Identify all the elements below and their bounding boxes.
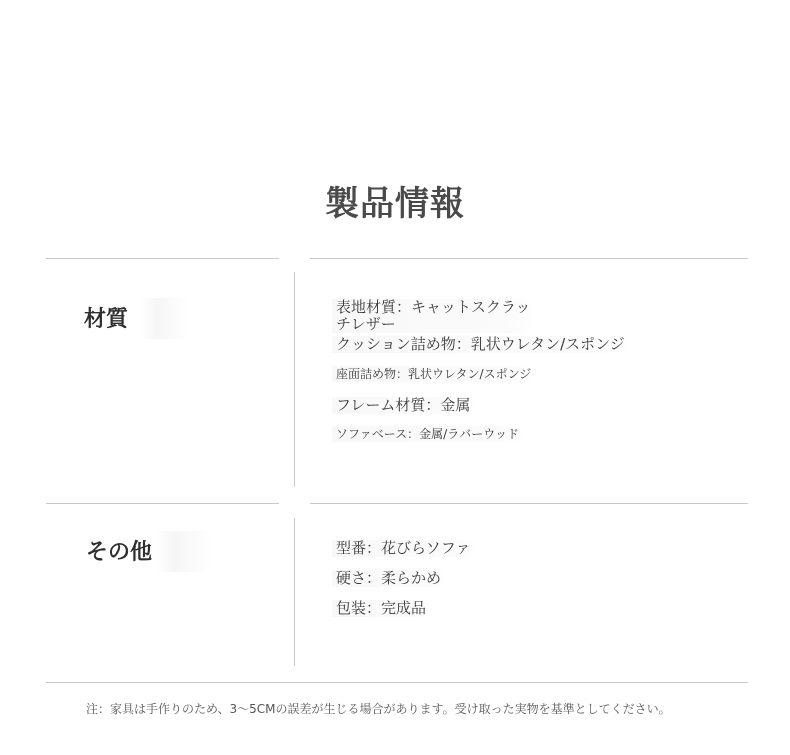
divider-top-left: [46, 258, 279, 259]
spec-seat-filling: 座面詰め物：乳状ウレタン/スポンジ: [332, 366, 537, 382]
spec-sofa-base: ソファベース：金属/ラバーウッド: [332, 426, 525, 442]
section-label-material: 材質: [84, 298, 188, 339]
spec-packaging: 包装：完成品: [332, 600, 432, 617]
spec-hardness: 硬さ：柔らかめ: [332, 570, 447, 587]
section-label-other: その他: [86, 531, 212, 572]
section-divider-vertical: [294, 272, 295, 487]
divider-middle-right: [310, 503, 748, 504]
spec-surface-material: [332, 299, 537, 333]
divider-bottom: [46, 682, 748, 683]
spec-model-number: 型番：花びらソファ: [332, 540, 476, 557]
spec-frame-material: フレーム材質：金属: [332, 397, 476, 414]
divider-middle-left: [46, 503, 279, 504]
section-divider-vertical: [294, 518, 295, 666]
divider-top-right: [310, 258, 748, 259]
spec-line: 表地材質：キャットスクラッ: [336, 298, 531, 316]
spec-line: チレザー: [336, 315, 396, 333]
footnote: 注：家具は手作りのため、3〜5CMの誤差が生じる場合があります。受け取った実物を基準としてください。: [86, 702, 671, 716]
spec-cushion-filling: クッション詰め物：乳状ウレタン/スポンジ: [332, 336, 631, 353]
page-title: 製品情報: [325, 184, 465, 224]
